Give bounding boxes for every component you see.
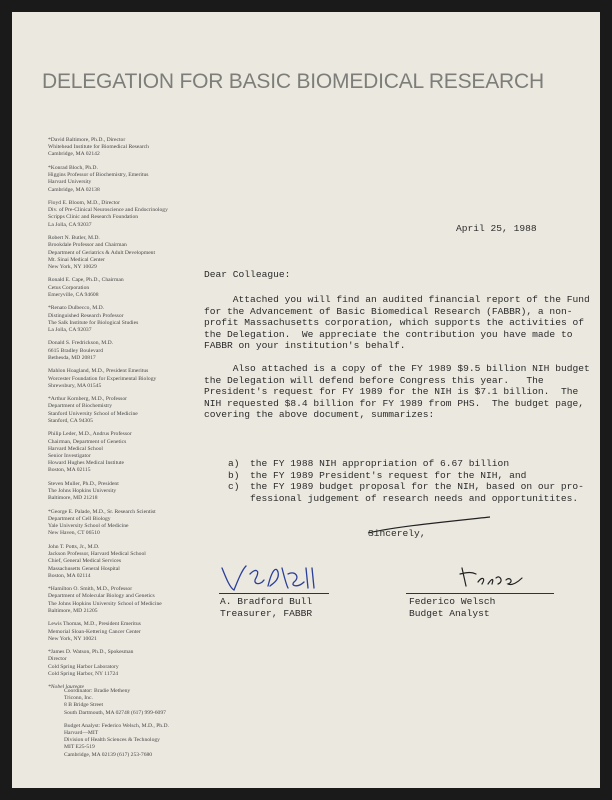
member-affiliation-line: Chief, General Medical Services [48,558,122,565]
member-affiliation-line: Harvard Medical School [48,445,103,452]
member-name: Ronald E. Cape, Ph.D., Chairman [48,277,124,284]
closing: Sincerely, [368,528,426,539]
letter-date: April 25, 1988 [456,223,537,234]
member-affiliation-line: New Haven, CT 06510 [48,530,100,537]
summary-item-text: the FY 1988 NIH appropriation of 6.67 billion [250,458,510,469]
member-name: *James D. Watson, Ph.D., Spokesman [48,649,134,656]
coordinator-line: Coordinator: Bradie Metheny [64,688,131,694]
member-affiliation-line: Boston, MA 02115 [48,467,91,474]
member-affiliation-line: Div. of Pre-Clinical Neuroscience and Endocrinology [48,207,168,214]
member-affiliation-line: Director [48,656,67,663]
salutation: Dear Colleague: [204,269,291,280]
delegation-member [48,137,228,159]
member-name: *David Baltimore, Ph.D., Director [48,137,126,143]
member-affiliation-line: Brookdale Professor and Chairman [48,242,127,249]
signer-2-block [409,596,495,619]
summary-item [228,470,584,482]
member-affiliation-line: Scripps Clinic and Research Foundation [48,214,139,221]
member-name: *Renato Dulbecco, M.D. [48,305,105,312]
delegation-member [48,621,228,643]
budget-analyst-line: Harvard—MIT [64,730,99,737]
member-name: *Arthur Kornberg, M.D., Professor [48,396,127,403]
budget-analyst-contact [64,723,244,759]
member-affiliation-line: New York, NY 10021 [48,635,97,642]
member-affiliation-line: Cambridge, MA 02138 [48,186,100,193]
member-name: *George E. Palade, M.D., Sr. Research Scientist [48,508,156,515]
contact-info [64,688,244,765]
coordinator-line: South Dartmouth, MA 02748 (617) 999-6097 [64,709,166,716]
summary-item-continuation: fessional judgement of research needs and opportunitites. [250,492,579,504]
budget-summary-list [228,458,584,504]
member-name: Steven Muller, Ph.D., President [48,480,119,487]
member-affiliation-line: 6615 Bradley Boulevard [48,347,103,354]
member-name: Floyd E. Bloom, M.D., Director [48,200,120,207]
summary-item-text: the FY 1989 budget proposal for the NIH, based on our pro- [250,481,584,493]
coordinator-contact [64,688,244,717]
member-affiliation-line: Cold Spring Harbor, NY 11724 [48,670,119,677]
summary-item-marker: b) [228,469,240,481]
member-name: Mahlon Hoagland, M.D., President Emeritus [48,368,149,375]
member-affiliation-line: Higgins Professor of Biochemistry, Emeritus [48,172,149,179]
signer-1-title: Treasurer, FABBR [220,607,313,619]
budget-analyst-line: Cambridge, MA 02139 (617) 253-7680 [64,751,153,758]
member-name: Robert N. Butler, M.D. [48,235,100,242]
member-affiliation-line: Whitehead Institute for Biomedical Research [48,144,149,151]
member-affiliation-line: Department of Molecular Biology and Genetics [48,593,155,600]
member-affiliation-line: The Johns Hopkins University [48,488,117,495]
member-affiliation-line: Stanford University School of Medicine [48,410,138,417]
summary-item-marker: a) [228,458,240,469]
member-affiliation-line: Chairman, Department of Genetics [48,438,127,445]
summary-item [228,458,584,470]
letter-page [12,12,600,788]
summary-item [228,481,584,493]
delegation-member [48,235,228,271]
member-affiliation-line: Department of Cell Biology [48,516,111,522]
member-affiliation-line: Cambridge, MA 02142 [48,151,100,158]
delegation-member [48,396,228,425]
member-affiliation-line: Stanford, CA 94305 [48,417,93,424]
signature-line-1 [219,593,329,594]
member-affiliation-line: Baltimore, MD 21218 [48,495,98,502]
member-affiliation-line: Distinguished Research Professor [48,312,124,319]
member-affiliation-line: Howard Hughes Medical Institute [48,460,124,467]
summary-item-marker: c) [228,481,240,493]
delegation-member [48,277,228,299]
member-name: John T. Potts, Jr., M.D. [48,543,100,550]
member-affiliation-line: La Jolla, CA 92037 [48,326,92,333]
member-affiliation-line: Emeryville, CA 94608 [48,291,99,298]
signer-1-name: A. Bradford Bull [220,596,313,607]
delegation-member [48,431,228,474]
welsch-signature [458,564,528,592]
member-affiliation-line: The Johns Hopkins University School of Medicine [48,600,162,607]
member-affiliation-line: Cetus Corporation [48,284,90,291]
member-affiliation-line: Yale University School of Medicine [48,523,129,530]
member-affiliation-line: Senior Investigator [48,452,91,459]
delegation-member [48,649,228,678]
delegation-member [48,200,228,229]
member-affiliation-line: Shrewsbury, MA 01545 [48,382,102,389]
delegation-member [48,509,228,538]
budget-analyst-line: Budget Analyst: Federico Welsch, M.D., Ph.D. [64,722,169,729]
member-affiliation-line: La Jolla, CA 92037 [48,221,92,228]
member-affiliation-line: The Salk Institute for Biological Studies [48,319,139,326]
paragraph-2: Also attached is a copy of the FY 1989 $9.5 billion NIH budget the Delegation will defend before Congress this year. The President's request for FY 1989 for the NIH is $7.1 billion. The NIH requested $8.4 billion for FY 1989 from PHS. The budget page, covering the above document, summarizes: [204,363,590,421]
member-name: *Hamilton O. Smith, M.D., Professor [48,586,133,593]
member-affiliation-line: Harvard University [48,179,92,186]
delegation-member [48,368,228,390]
member-affiliation-line: Cold Spring Harbor Laboratory [48,663,119,670]
member-affiliation-line: Boston, MA 02114 [48,572,91,579]
member-name: Lewis Thomas, M.D., President Emeritus [48,621,141,628]
member-affiliation-line: Department of Geriatrics & Adult Development [48,249,156,256]
budget-analyst-line: Division of Health Sciences & Technology [64,737,160,744]
delegation-member [48,586,228,615]
member-name: Philip Leder, M.D., Andrus Professor [48,431,132,438]
signer-2-name: Federico Welsch [409,596,496,607]
delegation-member [48,305,228,334]
signer-1-block [220,596,312,619]
paragraph-1: Attached you will find an audited financial report of the Fund for the Advancement of Basic Biomedical Research (FABBR), a non- profit Massachusetts corporation, which supports the activities of the Delegation. We appreciate the contribution you have made to FABBR on your institution's behalf. [204,294,590,352]
delegation-member [48,481,228,503]
bull-signature [216,560,326,596]
delegation-member [48,340,228,362]
summary-item-text: the FY 1989 President's request for the NIH, and [250,469,527,481]
coordinator-line: 8 B Bridge Street [64,702,103,709]
member-name: *Konrad Bloch, Ph.D. [48,164,98,171]
member-affiliation-line: Bethesda, MD 20817 [48,354,96,361]
member-name: Donald S. Fredrickson, M.D. [48,340,114,347]
budget-analyst-line: MIT E25-519 [64,744,95,751]
delegation-member [48,544,228,580]
signature-line-2 [406,593,554,594]
member-affiliation-line: Worcester Foundation for Experimental Biology [48,375,157,382]
member-affiliation-line: Memorial Sloan-Kettering Cancer Center [48,628,141,635]
coordinator-line: Triconn, Inc. [64,695,93,702]
member-affiliation-line: Jackson Professor, Harvard Medical School [48,551,146,558]
nobel-laureate-note: *Nobel laureate [48,684,84,691]
member-affiliation-line: Massachusetts General Hospital [48,565,120,572]
member-affiliation-line: Mt. Sinai Medical Center [48,256,105,263]
closing-flourish-signature [364,511,494,541]
member-affiliation-line: New York, NY 10029 [48,263,97,270]
signer-2-title: Budget Analyst [409,607,490,619]
letterhead-title: DELEGATION FOR BASIC BIOMEDICAL RESEARCH [42,70,544,93]
delegation-member-list [48,137,228,692]
member-affiliation-line: Department of Biochemistry [48,403,113,410]
delegation-member [48,165,228,194]
member-affiliation-line: Baltimore, MD 21205 [48,607,98,614]
